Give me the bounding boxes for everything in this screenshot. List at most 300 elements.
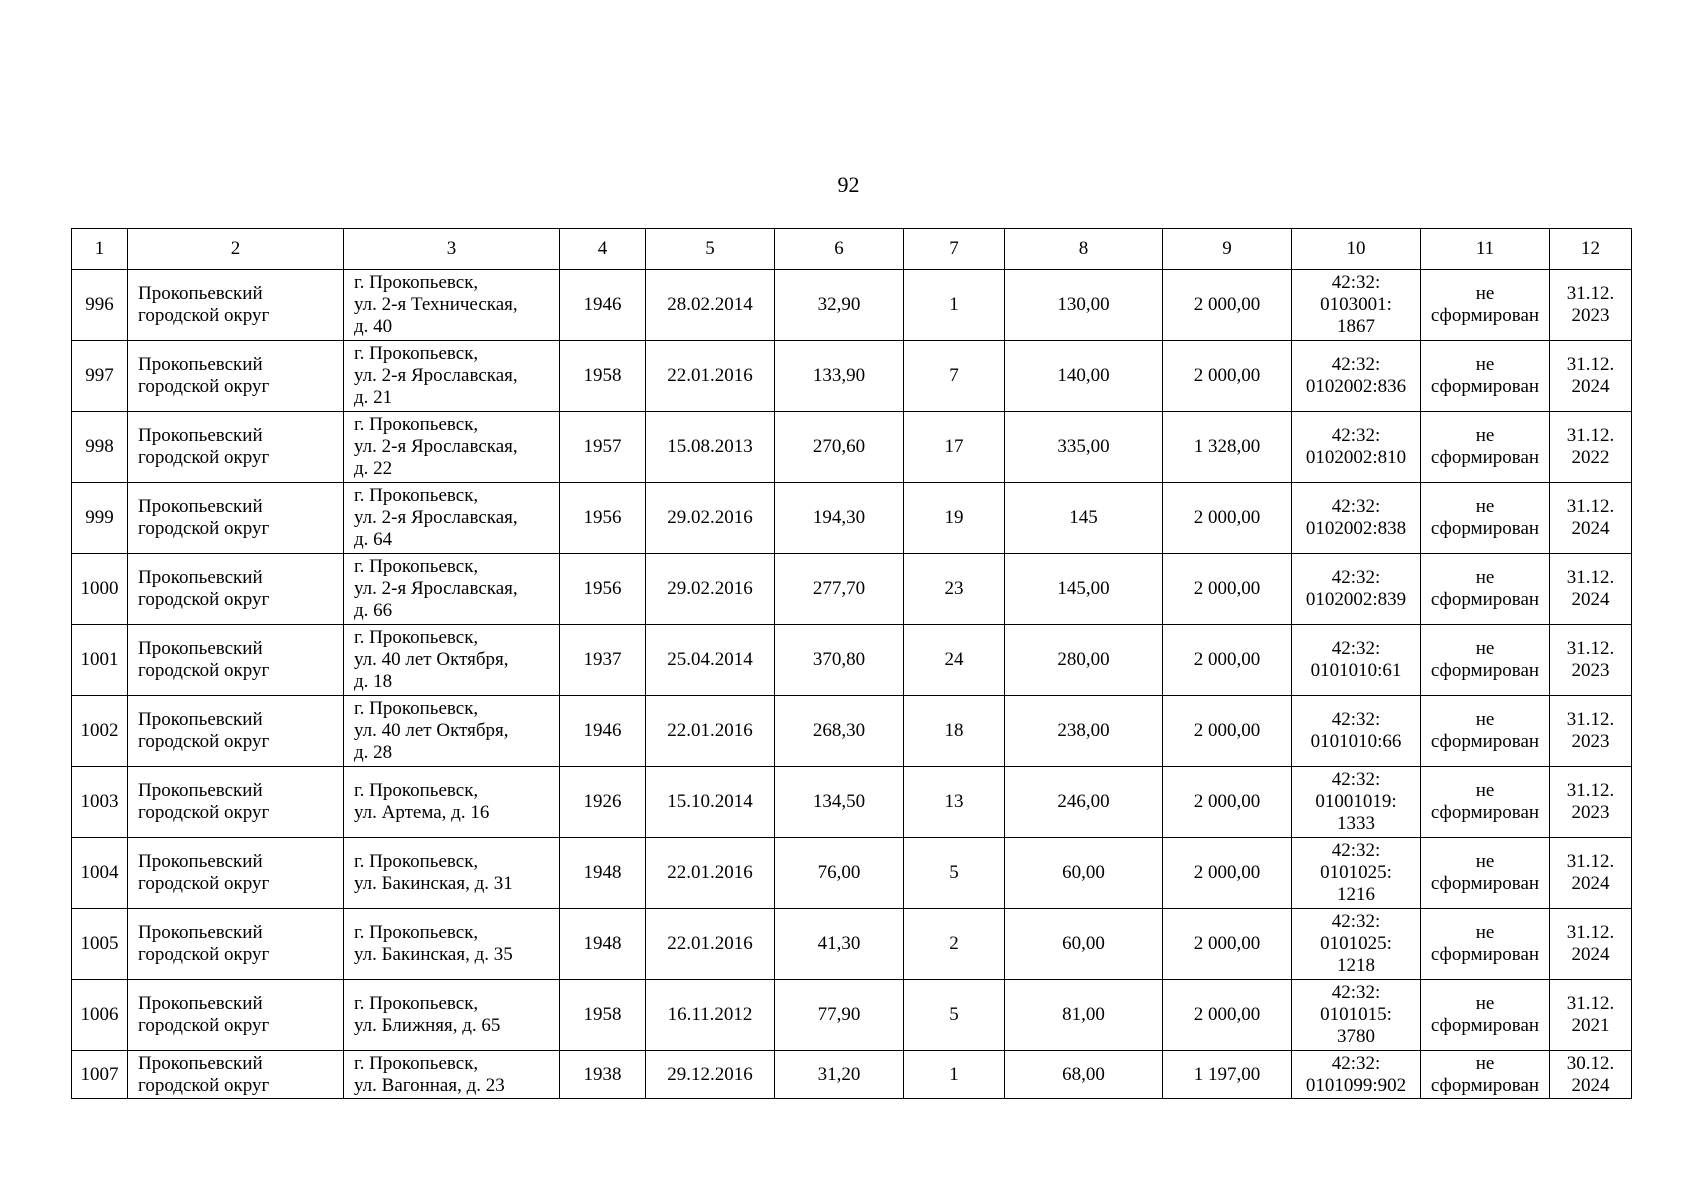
table-row bbox=[72, 980, 1632, 1051]
address-cell bbox=[344, 625, 560, 696]
status-cell-line: не bbox=[1475, 922, 1495, 943]
district-cell bbox=[128, 696, 344, 767]
residents-cell: 17 bbox=[904, 412, 1005, 483]
row-number-cell: 1004 bbox=[72, 838, 128, 909]
address-cell-line: ул. 2-я Техническая, bbox=[354, 294, 518, 315]
col8-cell: 280,00 bbox=[1005, 625, 1163, 696]
row-number-cell: 1000 bbox=[72, 554, 128, 625]
date-cell: 28.02.2014 bbox=[646, 270, 775, 341]
col8-cell: 145,00 bbox=[1005, 554, 1163, 625]
residents-cell: 19 bbox=[904, 483, 1005, 554]
address-cell-line: ул. 2-я Ярославская, bbox=[354, 436, 518, 457]
area-cell: 133,90 bbox=[775, 341, 904, 412]
status-cell-line: сформирован bbox=[1430, 1015, 1540, 1036]
year-cell: 1958 bbox=[560, 341, 646, 412]
district-cell-line: городской округ bbox=[138, 660, 270, 681]
row-number-cell: 1001 bbox=[72, 625, 128, 696]
area-cell: 76,00 bbox=[775, 838, 904, 909]
col9-cell: 2 000,00 bbox=[1163, 625, 1292, 696]
col8-cell: 81,00 bbox=[1005, 980, 1163, 1051]
address-cell-line: ул. Бакинская, д. 35 bbox=[354, 944, 513, 965]
table-row bbox=[72, 412, 1632, 483]
status-cell-line: не bbox=[1475, 1052, 1495, 1074]
status-cell-line: не bbox=[1475, 354, 1495, 375]
cadastral-cell bbox=[1292, 767, 1421, 838]
date-cell: 25.04.2014 bbox=[646, 625, 775, 696]
residents-cell: 23 bbox=[904, 554, 1005, 625]
status-cell-line: не bbox=[1475, 851, 1495, 872]
cadastral-cell-line: 42:32: bbox=[1331, 425, 1381, 446]
address-cell bbox=[344, 1051, 560, 1099]
header-cell: 4 bbox=[560, 229, 646, 270]
date-cell: 29.12.2016 bbox=[646, 1051, 775, 1099]
cadastral-cell-line: 0102002:838 bbox=[1305, 518, 1407, 539]
year-cell: 1938 bbox=[560, 1051, 646, 1099]
date-cell: 22.01.2016 bbox=[646, 341, 775, 412]
cadastral-cell-line: 0101025: bbox=[1320, 862, 1392, 883]
address-cell-line: ул. Артема, д. 16 bbox=[354, 802, 490, 823]
deadline-cell-line: 31.12. bbox=[1566, 638, 1615, 659]
col8-cell: 246,00 bbox=[1005, 767, 1163, 838]
row-number-cell: 1003 bbox=[72, 767, 128, 838]
row-number-cell: 1002 bbox=[72, 696, 128, 767]
address-cell bbox=[344, 412, 560, 483]
deadline-cell-line: 31.12. bbox=[1566, 922, 1615, 943]
district-cell-line: Прокопьевский bbox=[138, 425, 263, 446]
cadastral-cell-line: 1216 bbox=[1337, 884, 1375, 905]
district-cell-line: Прокопьевский bbox=[138, 567, 263, 588]
col9-cell: 1 197,00 bbox=[1163, 1051, 1292, 1099]
residents-cell: 13 bbox=[904, 767, 1005, 838]
district-cell-line: городской округ bbox=[138, 802, 270, 823]
deadline-cell-line: 31.12. bbox=[1566, 425, 1615, 446]
cadastral-cell-line: 0102002:839 bbox=[1305, 589, 1407, 610]
deadline-cell-line: 2024 bbox=[1571, 1074, 1610, 1096]
deadline-cell-line: 31.12. bbox=[1566, 851, 1615, 872]
col8-cell: 140,00 bbox=[1005, 341, 1163, 412]
header-cell: 3 bbox=[344, 229, 560, 270]
deadline-cell bbox=[1550, 625, 1632, 696]
cadastral-cell bbox=[1292, 625, 1421, 696]
deadline-cell bbox=[1550, 980, 1632, 1051]
district-cell-line: городской округ bbox=[138, 873, 270, 894]
row-number-cell: 1007 bbox=[72, 1051, 128, 1099]
header-cell: 7 bbox=[904, 229, 1005, 270]
cadastral-cell-line: 0101099:902 bbox=[1305, 1074, 1407, 1096]
district-cell bbox=[128, 554, 344, 625]
status-cell-line: не bbox=[1475, 993, 1495, 1014]
status-cell-line: не bbox=[1475, 496, 1495, 517]
housing-registry-table bbox=[71, 228, 1632, 1099]
table-row bbox=[72, 909, 1632, 980]
cadastral-cell-line: 0101010:66 bbox=[1310, 731, 1402, 752]
year-cell: 1948 bbox=[560, 909, 646, 980]
district-cell bbox=[128, 341, 344, 412]
cadastral-cell bbox=[1292, 341, 1421, 412]
deadline-cell-line: 2022 bbox=[1571, 447, 1610, 468]
deadline-cell-line: 2023 bbox=[1571, 660, 1610, 681]
deadline-cell-line: 2023 bbox=[1571, 305, 1610, 326]
status-cell bbox=[1421, 270, 1550, 341]
deadline-cell-line: 30.12. bbox=[1566, 1052, 1615, 1074]
district-cell bbox=[128, 625, 344, 696]
status-cell-line: сформирован bbox=[1430, 589, 1540, 610]
deadline-cell bbox=[1550, 483, 1632, 554]
deadline-cell bbox=[1550, 838, 1632, 909]
address-cell-line: д. 18 bbox=[354, 671, 393, 692]
cadastral-cell-line: 1867 bbox=[1337, 316, 1375, 337]
deadline-cell-line: 2023 bbox=[1571, 731, 1610, 752]
table-header-row bbox=[72, 229, 1632, 270]
address-cell bbox=[344, 341, 560, 412]
col9-cell: 2 000,00 bbox=[1163, 554, 1292, 625]
col9-cell: 2 000,00 bbox=[1163, 980, 1292, 1051]
address-cell-line: г. Прокопьевск, bbox=[354, 627, 479, 648]
row-number-cell: 1005 bbox=[72, 909, 128, 980]
address-cell-line: ул. 2-я Ярославская, bbox=[354, 578, 518, 599]
header-cell: 6 bbox=[775, 229, 904, 270]
col8-cell: 60,00 bbox=[1005, 838, 1163, 909]
date-cell: 22.01.2016 bbox=[646, 696, 775, 767]
status-cell-line: сформирован bbox=[1430, 944, 1540, 965]
address-cell-line: д. 22 bbox=[354, 458, 393, 479]
table-row bbox=[72, 341, 1632, 412]
cadastral-cell-line: 3780 bbox=[1337, 1026, 1375, 1047]
address-cell bbox=[344, 696, 560, 767]
date-cell: 22.01.2016 bbox=[646, 838, 775, 909]
deadline-cell-line: 2024 bbox=[1571, 944, 1610, 965]
col9-cell: 2 000,00 bbox=[1163, 767, 1292, 838]
header-cell: 9 bbox=[1163, 229, 1292, 270]
district-cell bbox=[128, 483, 344, 554]
address-cell bbox=[344, 483, 560, 554]
residents-cell: 5 bbox=[904, 980, 1005, 1051]
address-cell bbox=[344, 270, 560, 341]
row-number-cell: 997 bbox=[72, 341, 128, 412]
deadline-cell-line: 2021 bbox=[1571, 1015, 1610, 1036]
cadastral-cell-line: 42:32: bbox=[1331, 638, 1381, 659]
col9-cell: 2 000,00 bbox=[1163, 341, 1292, 412]
cadastral-cell bbox=[1292, 696, 1421, 767]
area-cell: 270,60 bbox=[775, 412, 904, 483]
district-cell bbox=[128, 980, 344, 1051]
cadastral-cell-line: 1218 bbox=[1337, 955, 1375, 976]
status-cell bbox=[1421, 696, 1550, 767]
deadline-cell-line: 31.12. bbox=[1566, 283, 1615, 304]
area-cell: 277,70 bbox=[775, 554, 904, 625]
status-cell-line: не bbox=[1475, 780, 1495, 801]
year-cell: 1956 bbox=[560, 554, 646, 625]
status-cell bbox=[1421, 980, 1550, 1051]
address-cell bbox=[344, 554, 560, 625]
status-cell-line: сформирован bbox=[1430, 660, 1540, 681]
district-cell-line: городской округ bbox=[138, 305, 270, 326]
table-row bbox=[72, 554, 1632, 625]
status-cell bbox=[1421, 767, 1550, 838]
col9-cell: 1 328,00 bbox=[1163, 412, 1292, 483]
deadline-cell-line: 31.12. bbox=[1566, 709, 1615, 730]
district-cell-line: Прокопьевский bbox=[138, 709, 263, 730]
col8-cell: 145 bbox=[1005, 483, 1163, 554]
deadline-cell-line: 31.12. bbox=[1566, 780, 1615, 801]
table-row bbox=[72, 625, 1632, 696]
status-cell-line: не bbox=[1475, 638, 1495, 659]
district-cell-line: городской округ bbox=[138, 731, 270, 752]
date-cell: 15.08.2013 bbox=[646, 412, 775, 483]
table-row bbox=[72, 483, 1632, 554]
year-cell: 1926 bbox=[560, 767, 646, 838]
address-cell-line: д. 64 bbox=[354, 529, 393, 550]
area-cell: 194,30 bbox=[775, 483, 904, 554]
address-cell-line: г. Прокопьевск, bbox=[354, 1052, 479, 1074]
district-cell-line: городской округ bbox=[138, 589, 270, 610]
cadastral-cell bbox=[1292, 270, 1421, 341]
district-cell-line: Прокопьевский bbox=[138, 1052, 263, 1074]
status-cell-line: сформирован bbox=[1430, 1074, 1540, 1096]
deadline-cell bbox=[1550, 767, 1632, 838]
district-cell-line: городской округ bbox=[138, 944, 270, 965]
page-number: 92 bbox=[837, 172, 860, 197]
cadastral-cell-line: 42:32: bbox=[1331, 911, 1381, 932]
address-cell-line: ул. 2-я Ярославская, bbox=[354, 365, 518, 386]
deadline-cell-line: 2024 bbox=[1571, 589, 1610, 610]
status-cell bbox=[1421, 483, 1550, 554]
col9-cell: 2 000,00 bbox=[1163, 838, 1292, 909]
status-cell-line: не bbox=[1475, 425, 1495, 446]
address-cell-line: г. Прокопьевск, bbox=[354, 851, 479, 872]
deadline-cell bbox=[1550, 1051, 1632, 1099]
district-cell-line: Прокопьевский bbox=[138, 851, 263, 872]
status-cell bbox=[1421, 1051, 1550, 1099]
col9-cell: 2 000,00 bbox=[1163, 696, 1292, 767]
table-row bbox=[72, 767, 1632, 838]
col8-cell: 130,00 bbox=[1005, 270, 1163, 341]
header-cell: 5 bbox=[646, 229, 775, 270]
table-row bbox=[72, 696, 1632, 767]
deadline-cell bbox=[1550, 554, 1632, 625]
year-cell: 1957 bbox=[560, 412, 646, 483]
status-cell-line: сформирован bbox=[1430, 305, 1540, 326]
area-cell: 370,80 bbox=[775, 625, 904, 696]
district-cell-line: Прокопьевский bbox=[138, 780, 263, 801]
address-cell-line: г. Прокопьевск, bbox=[354, 343, 479, 364]
cadastral-cell-line: 0102002:810 bbox=[1305, 447, 1407, 468]
year-cell: 1946 bbox=[560, 696, 646, 767]
status-cell-line: сформирован bbox=[1430, 873, 1540, 894]
cadastral-cell-line: 42:32: bbox=[1331, 709, 1381, 730]
cadastral-cell bbox=[1292, 980, 1421, 1051]
district-cell-line: Прокопьевский bbox=[138, 283, 263, 304]
cadastral-cell bbox=[1292, 483, 1421, 554]
year-cell: 1958 bbox=[560, 980, 646, 1051]
year-cell: 1946 bbox=[560, 270, 646, 341]
deadline-cell-line: 2024 bbox=[1571, 518, 1610, 539]
address-cell-line: ул. Бакинская, д. 31 bbox=[354, 873, 513, 894]
table-row bbox=[72, 270, 1632, 341]
col9-cell: 2 000,00 bbox=[1163, 483, 1292, 554]
year-cell: 1937 bbox=[560, 625, 646, 696]
residents-cell: 1 bbox=[904, 270, 1005, 341]
deadline-cell-line: 31.12. bbox=[1566, 993, 1615, 1014]
address-cell-line: ул. Вагонная, д. 23 bbox=[354, 1074, 505, 1096]
cadastral-cell-line: 42:32: bbox=[1331, 982, 1381, 1003]
cadastral-cell-line: 42:32: bbox=[1331, 840, 1381, 861]
deadline-cell-line: 31.12. bbox=[1566, 496, 1615, 517]
district-cell bbox=[128, 838, 344, 909]
status-cell bbox=[1421, 341, 1550, 412]
status-cell-line: сформирован bbox=[1430, 802, 1540, 823]
address-cell bbox=[344, 909, 560, 980]
residents-cell: 5 bbox=[904, 838, 1005, 909]
address-cell-line: д. 28 bbox=[354, 742, 393, 763]
cadastral-cell bbox=[1292, 1051, 1421, 1099]
address-cell-line: г. Прокопьевск, bbox=[354, 780, 479, 801]
cadastral-cell-line: 0101015: bbox=[1320, 1004, 1392, 1025]
deadline-cell bbox=[1550, 270, 1632, 341]
address-cell bbox=[344, 980, 560, 1051]
district-cell-line: Прокопьевский bbox=[138, 354, 263, 375]
cadastral-cell bbox=[1292, 838, 1421, 909]
status-cell-line: сформирован bbox=[1430, 731, 1540, 752]
col8-cell: 238,00 bbox=[1005, 696, 1163, 767]
district-cell bbox=[128, 412, 344, 483]
address-cell-line: г. Прокопьевск, bbox=[354, 556, 479, 577]
table-row bbox=[72, 1051, 1632, 1099]
deadline-cell-line: 2024 bbox=[1571, 873, 1610, 894]
deadline-cell-line: 31.12. bbox=[1566, 567, 1615, 588]
status-cell-line: сформирован bbox=[1430, 376, 1540, 397]
cadastral-cell-line: 0103001: bbox=[1320, 294, 1392, 315]
deadline-cell-line: 31.12. bbox=[1566, 354, 1615, 375]
district-cell-line: городской округ bbox=[138, 518, 270, 539]
address-cell-line: г. Прокопьевск, bbox=[354, 485, 479, 506]
address-cell-line: ул. 40 лет Октября, bbox=[354, 649, 509, 670]
residents-cell: 2 bbox=[904, 909, 1005, 980]
address-cell-line: ул. Ближняя, д. 65 bbox=[354, 1015, 501, 1036]
status-cell-line: не bbox=[1475, 709, 1495, 730]
row-number-cell: 998 bbox=[72, 412, 128, 483]
table-row bbox=[72, 838, 1632, 909]
deadline-cell-line: 2024 bbox=[1571, 376, 1610, 397]
date-cell: 22.01.2016 bbox=[646, 909, 775, 980]
cadastral-cell bbox=[1292, 909, 1421, 980]
area-cell: 268,30 bbox=[775, 696, 904, 767]
address-cell-line: д. 21 bbox=[354, 387, 393, 408]
district-cell-line: городской округ bbox=[138, 376, 270, 397]
address-cell-line: г. Прокопьевск, bbox=[354, 414, 479, 435]
district-cell-line: городской округ bbox=[138, 1015, 270, 1036]
status-cell bbox=[1421, 909, 1550, 980]
row-number-cell: 999 bbox=[72, 483, 128, 554]
status-cell-line: сформирован bbox=[1430, 447, 1540, 468]
date-cell: 16.11.2012 bbox=[646, 980, 775, 1051]
deadline-cell bbox=[1550, 341, 1632, 412]
address-cell-line: ул. 40 лет Октября, bbox=[354, 720, 509, 741]
status-cell bbox=[1421, 412, 1550, 483]
cadastral-cell-line: 0102002:836 bbox=[1305, 376, 1407, 397]
district-cell-line: городской округ bbox=[138, 447, 270, 468]
year-cell: 1956 bbox=[560, 483, 646, 554]
area-cell: 41,30 bbox=[775, 909, 904, 980]
address-cell bbox=[344, 838, 560, 909]
address-cell-line: г. Прокопьевск, bbox=[354, 993, 479, 1014]
col9-cell: 2 000,00 bbox=[1163, 909, 1292, 980]
col8-cell: 60,00 bbox=[1005, 909, 1163, 980]
district-cell bbox=[128, 767, 344, 838]
cadastral-cell-line: 0101025: bbox=[1320, 933, 1392, 954]
district-cell-line: Прокопьевский bbox=[138, 496, 263, 517]
address-cell-line: д. 66 bbox=[354, 600, 393, 621]
cadastral-cell-line: 01001019: bbox=[1315, 791, 1397, 812]
area-cell: 31,20 bbox=[775, 1051, 904, 1099]
cadastral-cell-line: 42:32: bbox=[1331, 1052, 1381, 1074]
district-cell-line: Прокопьевский bbox=[138, 993, 263, 1014]
header-cell: 12 bbox=[1550, 229, 1632, 270]
date-cell: 15.10.2014 bbox=[646, 767, 775, 838]
district-cell bbox=[128, 909, 344, 980]
deadline-cell bbox=[1550, 909, 1632, 980]
address-cell-line: г. Прокопьевск, bbox=[354, 698, 479, 719]
deadline-cell bbox=[1550, 412, 1632, 483]
cadastral-cell-line: 0101010:61 bbox=[1310, 660, 1402, 681]
deadline-cell-line: 2023 bbox=[1571, 802, 1610, 823]
district-cell bbox=[128, 1051, 344, 1099]
header-cell: 10 bbox=[1292, 229, 1421, 270]
area-cell: 77,90 bbox=[775, 980, 904, 1051]
status-cell bbox=[1421, 838, 1550, 909]
cadastral-cell-line: 42:32: bbox=[1331, 769, 1381, 790]
address-cell bbox=[344, 767, 560, 838]
address-cell-line: д. 40 bbox=[354, 316, 393, 337]
address-cell-line: г. Прокопьевск, bbox=[354, 922, 479, 943]
col8-cell: 68,00 bbox=[1005, 1051, 1163, 1099]
district-cell-line: Прокопьевский bbox=[138, 922, 263, 943]
address-cell-line: г. Прокопьевск, bbox=[354, 272, 479, 293]
cadastral-cell-line: 42:32: bbox=[1331, 567, 1381, 588]
residents-cell: 24 bbox=[904, 625, 1005, 696]
header-cell: 11 bbox=[1421, 229, 1550, 270]
row-number-cell: 1006 bbox=[72, 980, 128, 1051]
year-cell: 1948 bbox=[560, 838, 646, 909]
residents-cell: 18 bbox=[904, 696, 1005, 767]
area-cell: 32,90 bbox=[775, 270, 904, 341]
area-cell: 134,50 bbox=[775, 767, 904, 838]
cadastral-cell-line: 1333 bbox=[1337, 813, 1375, 834]
cadastral-cell-line: 42:32: bbox=[1331, 496, 1381, 517]
district-cell bbox=[128, 270, 344, 341]
address-cell-line: ул. 2-я Ярославская, bbox=[354, 507, 518, 528]
cadastral-cell-line: 42:32: bbox=[1331, 272, 1381, 293]
header-cell: 2 bbox=[128, 229, 344, 270]
status-cell-line: не bbox=[1475, 283, 1495, 304]
cadastral-cell bbox=[1292, 412, 1421, 483]
residents-cell: 7 bbox=[904, 341, 1005, 412]
col9-cell: 2 000,00 bbox=[1163, 270, 1292, 341]
header-cell: 8 bbox=[1005, 229, 1163, 270]
deadline-cell bbox=[1550, 696, 1632, 767]
cadastral-cell-line: 42:32: bbox=[1331, 354, 1381, 375]
table-body bbox=[72, 270, 1632, 1099]
status-cell bbox=[1421, 554, 1550, 625]
date-cell: 29.02.2016 bbox=[646, 554, 775, 625]
date-cell: 29.02.2016 bbox=[646, 483, 775, 554]
district-cell-line: Прокопьевский bbox=[138, 638, 263, 659]
residents-cell: 1 bbox=[904, 1051, 1005, 1099]
cadastral-cell bbox=[1292, 554, 1421, 625]
row-number-cell: 996 bbox=[72, 270, 128, 341]
status-cell-line: не bbox=[1475, 567, 1495, 588]
col8-cell: 335,00 bbox=[1005, 412, 1163, 483]
